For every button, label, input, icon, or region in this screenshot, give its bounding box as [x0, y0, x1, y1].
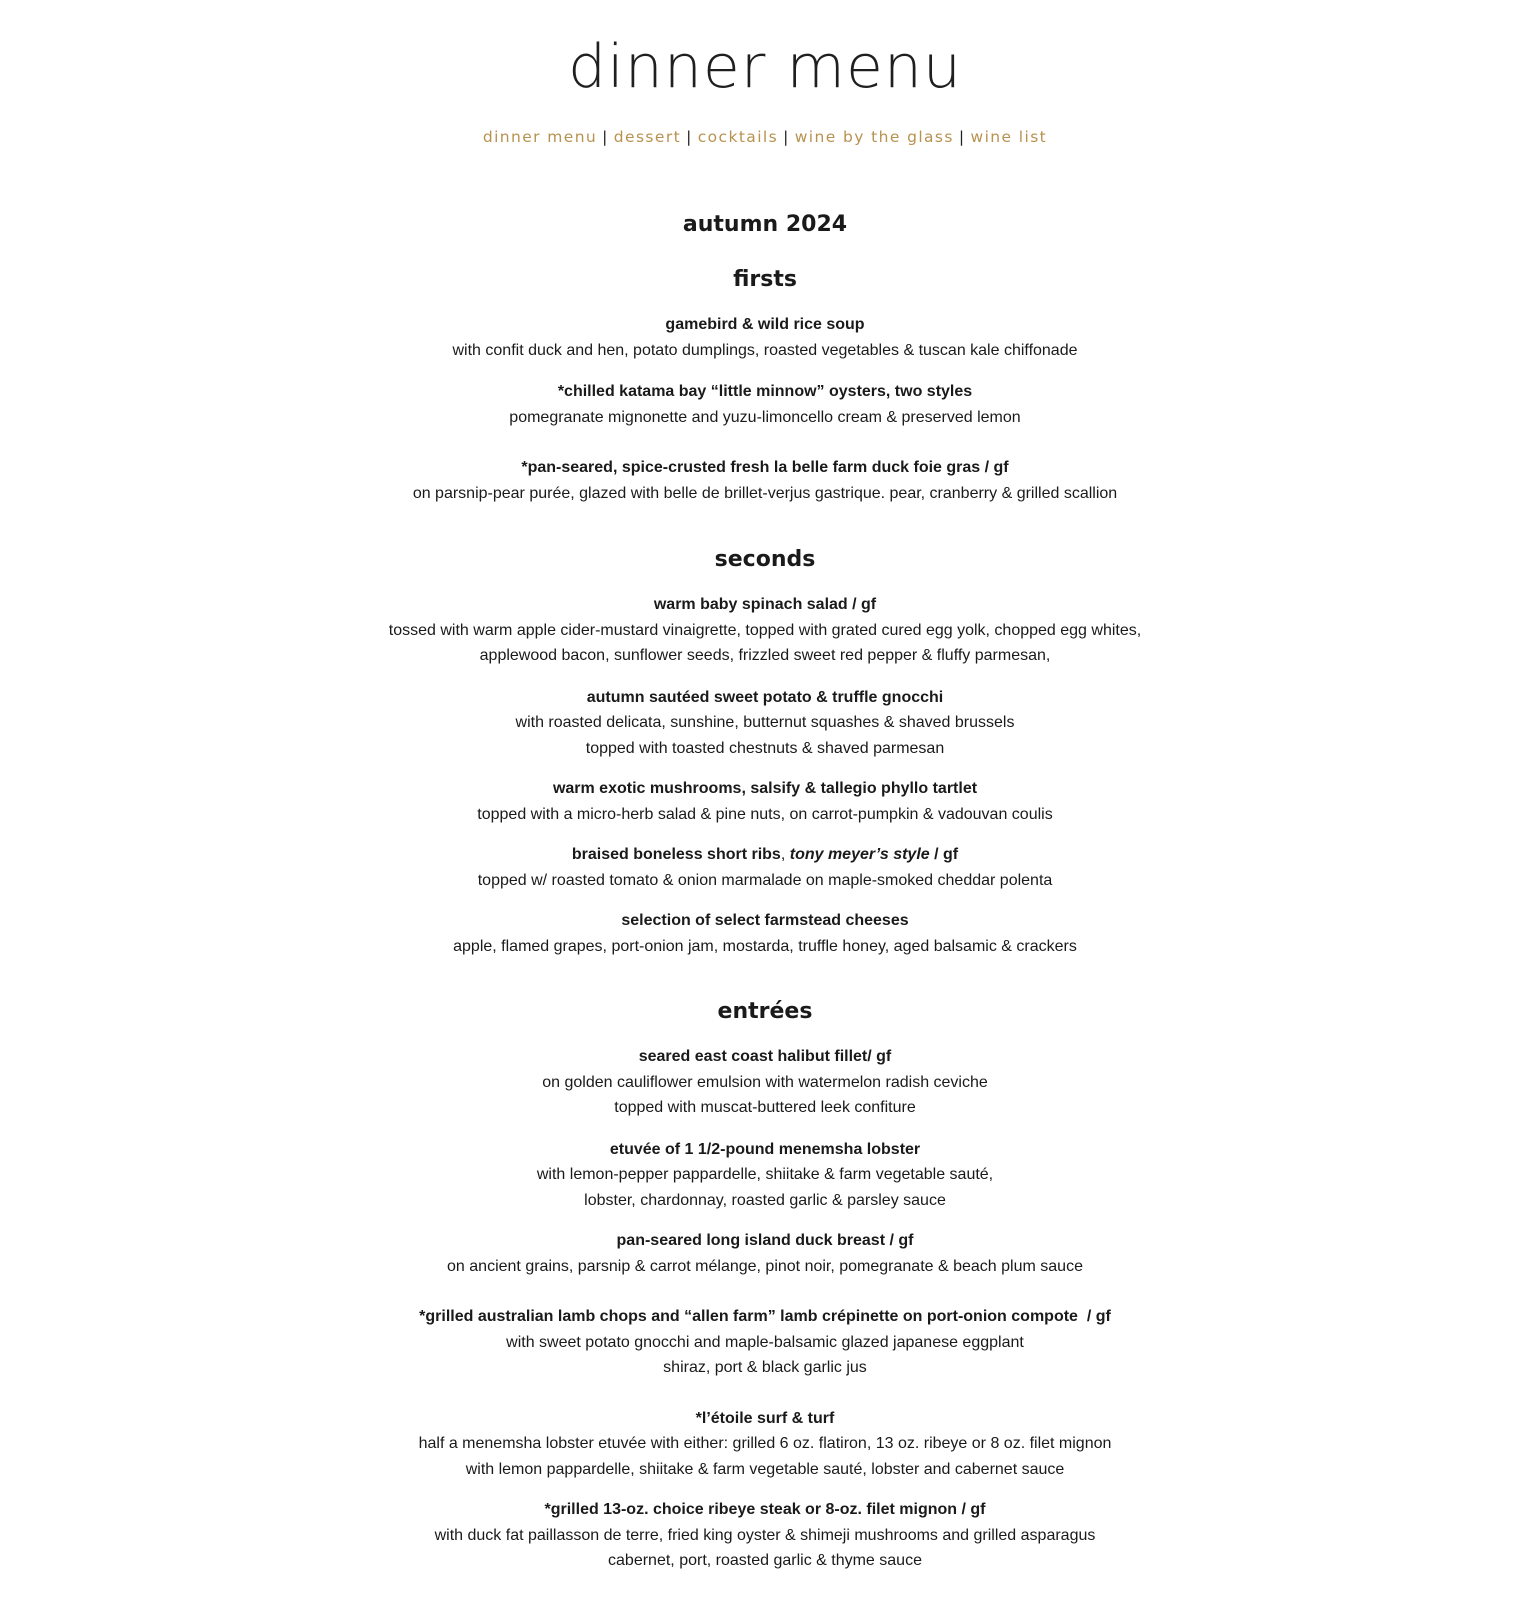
- menu-item-name: *l’étoile surf & turf: [695, 1409, 835, 1427]
- nav-wine-list[interactable]: wine list: [970, 128, 1048, 146]
- menu-item: [0, 312, 1530, 363]
- section-title-entrees: entrées: [717, 999, 813, 1024]
- menu-item-desc: shiraz, port & black garlic jus: [663, 1359, 867, 1376]
- menu-item: [0, 1044, 1530, 1121]
- menu-item-desc: lobster, chardonnay, roasted garlic & parsley sauce: [584, 1191, 946, 1209]
- menu-item: [0, 1406, 1530, 1483]
- nav-separator: |: [958, 128, 966, 146]
- menu-item: [0, 842, 1530, 893]
- menu-item-name: etuvée of 1 1/2-pound menemsha lobster: [609, 1140, 921, 1158]
- menu-item-desc: on parsnip-pear purée, glazed with belle de brillet-verjus gastrique. pear, cranberry & grilled scallion: [412, 484, 1118, 502]
- menu-item-desc: with roasted delicata, sunshine, butternut squashes & shaved brussels: [515, 714, 1015, 731]
- menu-item-desc: with lemon pappardelle, shiitake & farm vegetable sauté, lobster and cabernet sauce: [465, 1460, 1065, 1478]
- menu-nav: [0, 126, 1530, 148]
- nav-separator: |: [783, 128, 790, 146]
- menu-item-desc: with sweet potato gnocchi and maple-balsamic glazed japanese eggplant: [506, 1333, 1024, 1351]
- menu-item-desc: on ancient grains, parsnip & carrot mélange, pinot noir, pomegranate & beach plum sauce: [447, 1257, 1083, 1275]
- menu-item-desc: topped with a micro-herb salad & pine nuts, on carrot-pumpkin & vadouvan coulis: [477, 805, 1053, 823]
- menu-item-desc: half a menemsha lobster etuvée with either: grilled 6 oz. flatiron, 13 oz. ribeye or 8 oz. filet mignon: [418, 1435, 1112, 1452]
- menu-item-desc: on golden cauliflower emulsion with watermelon radish ceviche: [542, 1073, 988, 1091]
- season-heading: autumn 2024: [682, 212, 848, 237]
- menu-item: [0, 379, 1530, 430]
- menu-item-desc: topped w/ roasted tomato & onion marmalade on maple-smoked cheddar polenta: [477, 871, 1053, 889]
- menu-item: [0, 1304, 1530, 1381]
- menu-item-desc: with confit duck and hen, potato dumplings, roasted vegetables & tuscan kale chiffonade: [452, 341, 1078, 359]
- menu-item-desc: topped with muscat-buttered leek confiture: [614, 1099, 916, 1116]
- menu-item-name: gamebird & wild rice soup: [665, 316, 865, 333]
- menu-item: [0, 455, 1530, 506]
- menu-item-name: *pan-seared, spice-crusted fresh la belle farm duck foie gras / gf: [521, 459, 1009, 476]
- menu-item-name: [0, 842, 1530, 868]
- menu-item-desc: apple, flamed grapes, port-onion jam, mostarda, truffle honey, aged balsamic & crackers: [453, 937, 1077, 955]
- menu-item: [0, 1497, 1530, 1574]
- menu-item-name: *grilled 13-oz. choice ribeye steak or 8-oz. filet mignon / gf: [544, 1501, 986, 1518]
- menu-item-name: selection of select farmstead cheeses: [621, 912, 909, 929]
- menu-item-desc: applewood bacon, sunflower seeds, frizzled sweet red pepper & fluffy parmesan,: [479, 647, 1051, 664]
- menu-item-desc: tossed with warm apple cider-mustard vinaigrette, topped with grated cured egg yolk, chopped egg whites,: [388, 621, 1142, 639]
- menu-item: [0, 1228, 1530, 1279]
- page-title: dinner menu: [568, 32, 962, 102]
- menu-item-name-comma: ,: [780, 846, 786, 863]
- menu-item-name: *grilled australian lamb chops and “allen farm” lamb crépinette on port-onion compote / gf: [419, 1308, 1111, 1325]
- menu-item-name-part: braised boneless short ribs: [571, 846, 781, 863]
- menu-item-name: pan-seared long island duck breast / gf: [616, 1232, 914, 1249]
- menu-item: [0, 685, 1530, 762]
- menu-item: [0, 592, 1530, 669]
- menu-item-name: warm exotic mushrooms, salsify & tallegio phyllo tartlet: [552, 780, 978, 797]
- section-title-seconds: seconds: [714, 547, 816, 572]
- menu-item-desc: with duck fat paillasson de terre, fried king oyster & shimeji mushrooms and grilled asparagus: [434, 1526, 1096, 1544]
- menu-item: [0, 1137, 1530, 1214]
- menu-item-desc: with lemon-pepper pappardelle, shiitake & farm vegetable sauté,: [536, 1166, 994, 1183]
- nav-dessert[interactable]: dessert: [613, 128, 682, 146]
- nav-separator: |: [602, 128, 609, 146]
- nav-cocktails[interactable]: cocktails: [697, 128, 779, 146]
- menu-item-name: *chilled katama bay “little minnow” oysters, two styles: [557, 383, 973, 400]
- menu-item-name: seared east coast halibut fillet/ gf: [638, 1048, 892, 1065]
- menu-item-name-italic: tony meyer’s style: [789, 846, 930, 863]
- menu-item: [0, 908, 1530, 959]
- menu-item-name: autumn sautéed sweet potato & truffle gnocchi: [586, 688, 944, 706]
- menu-item-desc: cabernet, port, roasted garlic & thyme sauce: [608, 1552, 922, 1569]
- nav-dinner-menu[interactable]: dinner menu: [482, 128, 598, 146]
- menu-item: [0, 776, 1530, 827]
- nav-wine-by-the-glass[interactable]: wine by the glass: [794, 128, 954, 146]
- section-title-firsts: firsts: [733, 267, 797, 292]
- nav-separator: |: [686, 128, 693, 146]
- menu-item-desc: topped with toasted chestnuts & shaved parmesan: [585, 739, 945, 757]
- menu-item-name: warm baby spinach salad / gf: [653, 596, 877, 613]
- menu-item-desc: pomegranate mignonette and yuzu-limoncello cream & preserved lemon: [509, 408, 1021, 426]
- menu-item-name-tag: / gf: [934, 846, 959, 863]
